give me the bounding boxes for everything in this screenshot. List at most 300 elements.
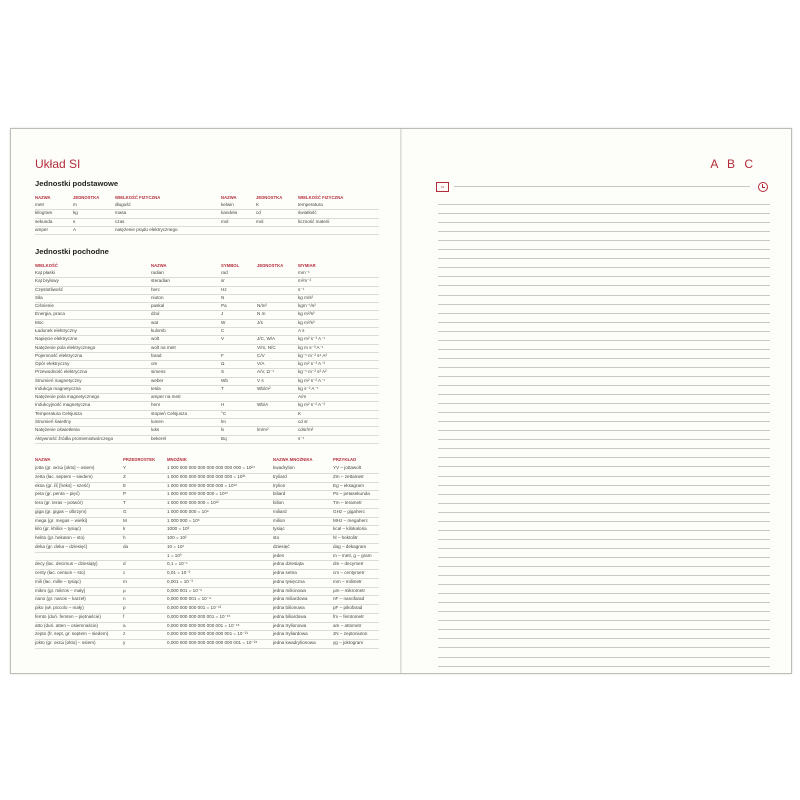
table-cell: peta (gr. penta – pięć) xyxy=(35,491,80,497)
ruled-line xyxy=(438,285,770,286)
row-divider xyxy=(35,410,379,411)
table-cell: GHz – gigaherc xyxy=(333,508,365,514)
row-divider xyxy=(35,426,379,427)
derived-units-title: Jednostki pochodne xyxy=(35,247,109,256)
table-cell: lumen xyxy=(151,419,164,425)
table-cell: Ω xyxy=(221,361,225,367)
table-cell: 0,001 = 10⁻³ xyxy=(167,578,193,584)
ruled-line xyxy=(438,657,770,658)
row-divider xyxy=(35,277,379,278)
table-cell: m²m⁻² xyxy=(298,278,312,284)
table-cell: a xyxy=(123,622,126,628)
table-cell: Moc xyxy=(35,319,44,325)
ruled-line xyxy=(438,566,770,567)
ruled-line xyxy=(438,322,770,323)
table-cell: mm⁻¹ xyxy=(298,270,310,275)
table-cell: Pojemność elektryczna xyxy=(35,352,83,358)
table-cell: 0,000 000 000 001 = 10⁻¹² xyxy=(167,605,222,610)
table-cell: lm xyxy=(221,419,226,425)
ruled-line xyxy=(438,213,770,214)
row-divider xyxy=(35,360,379,361)
table-cell: jedna tysięczna xyxy=(273,578,305,584)
row-divider xyxy=(35,648,379,649)
ruled-line xyxy=(438,557,770,558)
table-cell: MHz – megaherc xyxy=(333,517,368,523)
table-cell: zepto (fr. sept, gr. septem – siedem) xyxy=(35,631,109,637)
table-cell: 1 000 000 = 10⁶ xyxy=(167,517,200,523)
table-cell: steradian xyxy=(151,278,170,284)
ruled-line xyxy=(438,240,770,241)
table-cell: liczność materii xyxy=(298,218,330,224)
table-cell: jedna bilionowa xyxy=(273,605,305,610)
table-cell: K xyxy=(256,202,260,207)
index-letters: A B C xyxy=(710,157,756,171)
table-cell: 0,01 = 10⁻² xyxy=(167,570,191,575)
ruled-line xyxy=(438,340,770,341)
ruled-line xyxy=(438,466,770,467)
table-cell: mili (łac. mille – tysiąc) xyxy=(35,578,81,584)
table-cell: rad xyxy=(221,270,228,275)
table-cell: Indukcja magnetyczna xyxy=(35,385,81,391)
table-cell: centy (łac. centum – sto) xyxy=(35,570,86,575)
ruled-line xyxy=(438,448,770,449)
ruled-line xyxy=(438,258,770,259)
notebook-spread xyxy=(10,128,792,674)
ruled-line xyxy=(438,331,770,332)
table-cell: cm – centymetr xyxy=(333,570,365,575)
table-cell: femto (duń. femten – piętnaście) xyxy=(35,613,101,619)
row-divider xyxy=(35,578,379,579)
ruled-line xyxy=(438,457,770,458)
table-cell: nano (gr. nanos – karzeł) xyxy=(35,596,86,602)
table-cell: Strumień magnetyczny xyxy=(35,377,82,383)
column-header: NAZWA xyxy=(35,457,51,462)
table-cell: jotta (gr. οκτώ [okto] – osiem) xyxy=(35,465,95,470)
table-cell: kg m² s⁻² A⁻² xyxy=(298,402,326,408)
ruled-line xyxy=(438,575,770,576)
table-cell: herc xyxy=(151,286,160,292)
ruled-line xyxy=(438,494,770,495)
table-cell: M xyxy=(123,517,127,523)
ruled-line xyxy=(438,476,770,477)
table-cell: kg⁻¹ m⁻² s⁴ A² xyxy=(298,352,328,358)
table-cell: Wb xyxy=(221,377,228,383)
table-cell: dag – dekagram xyxy=(333,543,367,549)
table-cell: zetta (łac. septem – siedem) xyxy=(35,473,93,479)
table-cell: dżul xyxy=(151,311,160,317)
table-cell: y xyxy=(123,640,126,645)
table-cell: °C xyxy=(221,410,227,416)
table-cell: Y xyxy=(123,465,127,470)
table-cell: mol xyxy=(256,218,264,224)
table-cell: V/m, N/C xyxy=(257,344,276,350)
table-cell: H xyxy=(221,402,225,408)
ruled-line xyxy=(438,439,770,440)
table-cell: nF – nanofarad xyxy=(333,596,365,602)
table-cell: YV – jottawolt xyxy=(333,465,362,470)
table-cell: 1 000 000 000 = 10⁹ xyxy=(167,508,209,514)
table-cell: S xyxy=(221,369,225,375)
ruled-line xyxy=(438,304,770,305)
table-cell: jedna trylionowa xyxy=(273,622,307,628)
table-cell: Siła xyxy=(35,294,43,300)
ruled-line xyxy=(438,295,770,296)
table-cell: kcal – kilokaloria xyxy=(333,526,367,532)
table-cell: niuton xyxy=(151,294,164,300)
row-divider xyxy=(35,335,379,336)
table-cell: m – metr, g – gram xyxy=(333,552,372,558)
table-cell: miliard xyxy=(273,508,287,514)
table-cell: s⁻¹ xyxy=(298,286,305,292)
table-cell: bilion xyxy=(273,500,284,505)
table-cell: kg xyxy=(73,210,78,216)
table-cell: kg m² s⁻³ A⁻¹ xyxy=(298,336,326,342)
table-cell: G xyxy=(123,508,127,514)
ruled-line xyxy=(438,358,770,359)
table-cell: jedna milionowa xyxy=(273,587,306,593)
ruled-line xyxy=(438,421,770,422)
ruled-line xyxy=(438,222,770,223)
table-cell: simens xyxy=(151,369,166,375)
table-cell: piko (wł. piccolo – mały) xyxy=(35,605,84,610)
row-divider xyxy=(35,569,379,570)
table-cell: 1 000 000 000 000 000 000 = 10¹⁸ xyxy=(167,482,238,488)
table-cell: dm – decymetr xyxy=(333,561,364,567)
table-cell: dziesięć xyxy=(273,543,290,549)
table-cell: kg m²/s² xyxy=(298,311,315,317)
table-cell: A xyxy=(73,226,77,232)
table-cell: luks xyxy=(151,427,160,433)
table-cell: s⁻¹ xyxy=(298,435,305,441)
column-header: NAZWA MNOŻNIKA xyxy=(273,457,313,462)
table-cell: μ xyxy=(123,587,126,593)
table-cell: natężenie prądu elektrycznego xyxy=(115,226,178,232)
table-cell: metr xyxy=(35,202,45,207)
ruled-line xyxy=(438,412,770,413)
table-cell: deka (gr. deka – dziesięć) xyxy=(35,543,88,549)
table-cell: Przewodność elektryczna xyxy=(35,369,88,375)
column-header: JEDNOSTKA xyxy=(73,195,100,200)
column-header: NAZWA xyxy=(151,263,167,268)
ruled-line xyxy=(438,276,770,277)
table-cell: Wb/A xyxy=(257,402,269,408)
page-title: Układ SI xyxy=(35,157,81,171)
table-cell: eksa (gr. ἕξ [heks] – sześć) xyxy=(35,482,90,488)
table-cell: kilogram xyxy=(35,210,53,216)
table-cell: 10 = 10¹ xyxy=(167,543,184,549)
table-cell: om xyxy=(151,361,158,367)
table-cell: P xyxy=(123,491,127,497)
table-cell: W xyxy=(221,319,226,325)
table-cell: Temperatura Celsjusza xyxy=(35,410,82,416)
column-header: NAZWA xyxy=(221,195,237,200)
table-cell: N xyxy=(221,294,225,300)
row-divider xyxy=(35,302,379,303)
table-cell: wat xyxy=(151,319,159,325)
table-cell: V xyxy=(221,336,225,342)
row-divider xyxy=(35,552,379,553)
row-divider xyxy=(35,294,379,295)
table-cell: Ładunek elektryczny xyxy=(35,327,77,333)
ruled-line xyxy=(438,485,770,486)
row-divider xyxy=(35,327,379,328)
column-header: PRZEDROSTEK xyxy=(123,457,156,462)
table-cell: kandela xyxy=(221,210,238,216)
table-cell: 0,000 000 001 = 10⁻⁹ xyxy=(167,596,212,602)
table-cell: sto xyxy=(273,535,280,540)
table-cell: d xyxy=(123,561,126,567)
table-cell: 100 = 10² xyxy=(167,535,187,540)
table-cell: trylion xyxy=(273,482,286,488)
table-cell: jedna dziesiąta xyxy=(273,561,304,567)
column-header: WIELKOŚĆ xyxy=(35,263,58,268)
table-cell: A/V, Ω⁻¹ xyxy=(257,369,274,375)
column-header: WIELKOŚĆ FIZYCZNA xyxy=(298,195,344,200)
table-cell: Kąt płaski xyxy=(35,270,55,275)
row-divider xyxy=(35,286,379,287)
table-cell: 1 000 000 000 000 000 000 000 = 10²¹ xyxy=(167,473,246,479)
table-cell: J/s xyxy=(257,319,263,325)
row-divider xyxy=(35,385,379,386)
table-cell: paskal xyxy=(151,303,165,309)
table-cell: 1 = 10⁰ xyxy=(167,552,182,558)
table-cell: Aktywność źródła promieniotwórczego xyxy=(35,435,114,441)
table-cell: 0,000 001 = 10⁻⁶ xyxy=(167,587,203,593)
table-cell: J/C, W/A xyxy=(257,336,276,342)
table-cell: mega (gr. megas – wielki) xyxy=(35,517,88,523)
row-divider xyxy=(35,525,379,526)
table-cell: tesla xyxy=(151,385,161,391)
row-divider xyxy=(35,534,379,535)
table-cell: hekto (gr. hekaton – sto) xyxy=(35,535,85,540)
ruled-line xyxy=(438,376,770,377)
table-cell: światłość xyxy=(298,210,317,216)
ruled-line xyxy=(438,394,770,395)
table-cell: p xyxy=(123,605,126,610)
table-cell: Wb/m² xyxy=(257,385,271,391)
table-cell: kilo (gr. khilioi – tysiąc) xyxy=(35,526,81,532)
ruled-line xyxy=(438,629,770,630)
table-cell: fm – femtometr xyxy=(333,613,364,619)
right-page-address-lines xyxy=(402,129,791,673)
table-cell: m xyxy=(123,578,127,584)
table-cell: 0,1 = 10⁻¹ xyxy=(167,561,188,567)
column-header: WIELKOŚĆ FIZYCZNA xyxy=(115,195,161,200)
table-cell: 1 000 000 000 000 000 000 000 000 = 10²⁴ xyxy=(167,465,255,470)
table-cell: C xyxy=(221,327,225,333)
row-divider xyxy=(35,352,379,353)
ruled-line xyxy=(438,593,770,594)
table-cell: da xyxy=(123,543,129,549)
ruled-line xyxy=(438,249,770,250)
ruled-line xyxy=(438,267,770,268)
table-cell: C/V xyxy=(257,352,265,358)
table-cell: am – attometr xyxy=(333,622,362,628)
table-cell: jedna setna xyxy=(273,570,297,575)
row-divider xyxy=(35,418,379,419)
table-cell: pF – pikofarad xyxy=(333,605,363,610)
column-header: SYMBOL xyxy=(221,263,240,268)
left-page-si-units xyxy=(11,129,400,673)
table-cell: V s xyxy=(257,377,264,383)
table-cell: jedna tryliardowa xyxy=(273,631,308,637)
table-cell: 0,000 000 000 000 000 000 000 001 = 10⁻²⁴ xyxy=(167,640,258,645)
column-header: WYMIAR xyxy=(298,263,316,268)
table-cell: 1 000 000 000 000 000 = 10¹⁵ xyxy=(167,491,229,497)
table-cell: Bq xyxy=(221,435,227,441)
ruled-line xyxy=(438,666,770,667)
table-cell: yg – joktogram xyxy=(333,640,364,645)
ruled-line xyxy=(438,584,770,585)
table-cell: tysiąc xyxy=(273,526,285,532)
table-cell: decy (łac. decimus – dziesiąty) xyxy=(35,561,98,567)
table-cell: masa xyxy=(115,210,127,216)
table-cell: sr xyxy=(221,278,225,284)
column-header: JEDNOSTKA xyxy=(257,263,284,268)
table-cell: lm/m² xyxy=(257,427,269,433)
table-cell: J xyxy=(221,311,224,317)
table-cell: stopień Celsjusza xyxy=(151,410,188,416)
table-cell: jedna miliardowa xyxy=(273,596,308,602)
row-divider xyxy=(35,226,379,227)
table-cell: długość xyxy=(115,202,131,207)
ruled-line xyxy=(438,548,770,549)
table-cell: biliard xyxy=(273,491,286,497)
table-cell: amper na metr xyxy=(151,394,181,400)
ruled-line xyxy=(438,530,770,531)
table-cell: Energia, praca xyxy=(35,311,65,317)
table-cell: Pa xyxy=(221,303,227,309)
basic-units-title: Jednostki podstawowe xyxy=(35,179,119,188)
table-cell: Hz xyxy=(221,286,227,292)
table-cell: 1000 = 10³ xyxy=(167,526,190,532)
table-cell: cd xyxy=(256,210,261,216)
ruled-line xyxy=(438,611,770,612)
table-cell: c xyxy=(123,570,126,575)
table-cell: T xyxy=(123,500,126,505)
table-cell: 0,000 000 000 000 000 001 = 10⁻¹⁸ xyxy=(167,622,240,628)
table-cell: Eg – eksagram xyxy=(333,482,364,488)
table-cell: k xyxy=(123,526,126,532)
table-cell: milion xyxy=(273,517,285,523)
table-cell: z xyxy=(123,631,126,637)
ruled-line xyxy=(438,521,770,522)
table-cell: cdsr/m² xyxy=(298,427,314,433)
ruled-line xyxy=(438,539,770,540)
table-cell: N/m² xyxy=(257,303,267,309)
table-cell: Zm – zettametr xyxy=(333,473,364,479)
table-cell: Napięcie elektryczne xyxy=(35,336,78,342)
table-cell: jedna biliardowa xyxy=(273,613,307,619)
table-cell: henr xyxy=(151,402,161,408)
table-cell: A/m xyxy=(298,394,307,400)
table-cell: N m xyxy=(257,311,266,317)
table-cell: kwadrylion xyxy=(273,465,295,470)
table-cell: mm – milimetr xyxy=(333,578,362,584)
table-cell: mol xyxy=(221,218,229,224)
table-cell: amper xyxy=(35,226,49,232)
column-header: NAZWA xyxy=(35,195,51,200)
table-cell: kg m s⁻³ A⁻¹ xyxy=(298,344,324,350)
table-cell: temperatura xyxy=(298,202,323,207)
table-cell: Natężenie pola magnetycznego xyxy=(35,394,100,400)
table-cell: 1 000 000 000 000 = 10¹² xyxy=(167,500,219,505)
table-cell: 0,000 000 000 000 000 000 001 = 10⁻²¹ xyxy=(167,631,248,637)
ruled-line xyxy=(438,620,770,621)
table-cell: Opór elektryczny xyxy=(35,361,70,367)
table-cell: jedna kwadrylionowa xyxy=(273,640,316,645)
table-cell: Z xyxy=(123,473,126,479)
row-divider xyxy=(35,234,379,235)
table-cell: kulomb xyxy=(151,327,166,333)
table-cell: f xyxy=(123,613,125,619)
table-cell: F xyxy=(221,352,224,358)
table-cell: sekunda xyxy=(35,218,53,224)
table-cell: hl – hektolitr xyxy=(333,535,358,540)
table-cell: Tm – terametr xyxy=(333,500,362,505)
ruled-line xyxy=(438,313,770,314)
table-cell: wolt na metr xyxy=(151,344,177,350)
ruled-line xyxy=(438,403,770,404)
table-cell: zN – zeptoniuton xyxy=(333,631,368,637)
table-cell: kelwin xyxy=(221,202,234,207)
ruled-line xyxy=(438,204,770,205)
table-cell: Natężenie oświetlenia xyxy=(35,427,80,433)
table-cell: Ps – petasekunda xyxy=(333,491,370,497)
row-divider xyxy=(35,443,379,444)
table-cell: V/A xyxy=(257,361,265,367)
table-cell: mikro (gr. mikros – mały) xyxy=(35,587,86,593)
table-cell: cd sr xyxy=(298,419,308,425)
table-cell: atto (duń. atten – osiemnaście) xyxy=(35,622,99,628)
table-cell: T xyxy=(221,385,224,391)
table-cell: n xyxy=(123,596,126,602)
table-cell: m xyxy=(73,202,77,207)
table-cell: E xyxy=(123,482,127,488)
row-divider xyxy=(35,310,379,311)
table-cell: kg m² s⁻³ A⁻² xyxy=(298,361,326,367)
table-cell: Częstotliwość xyxy=(35,286,64,292)
table-cell: kg⁻¹ m⁻² s³ A² xyxy=(298,369,327,375)
table-cell: kg s⁻² A⁻¹ xyxy=(298,385,319,391)
table-cell: h xyxy=(123,535,126,540)
table-cell: weber xyxy=(151,377,164,383)
row-divider xyxy=(35,587,379,588)
column-header: MNOŻNIK xyxy=(167,457,187,462)
table-cell: tryliard xyxy=(273,473,287,479)
table-cell: radian xyxy=(151,270,164,275)
table-cell: kg m²/s³ xyxy=(298,319,315,325)
clock-icon xyxy=(758,182,768,192)
table-cell: K xyxy=(298,410,302,416)
ruled-line xyxy=(438,638,770,639)
table-cell: tera (gr. teras – potwór) xyxy=(35,500,83,505)
table-cell: bekerel xyxy=(151,435,167,441)
ruled-line xyxy=(438,385,770,386)
table-cell: giga (gr. gigas – olbrzym) xyxy=(35,508,87,514)
table-cell: kgm⁻¹/s² xyxy=(298,303,316,309)
table-cell: kg m/s² xyxy=(298,294,314,300)
table-cell: Ciśnienie xyxy=(35,303,54,309)
table-cell: Strumień świetlny xyxy=(35,419,71,425)
row-divider xyxy=(35,209,379,210)
table-cell: czas xyxy=(115,218,125,224)
ruled-line xyxy=(438,430,770,431)
row-divider xyxy=(35,377,379,378)
table-cell: kg m² s⁻² A⁻¹ xyxy=(298,377,326,383)
table-cell: Natężenie pola elektrycznego xyxy=(35,344,96,350)
table-cell: jeden xyxy=(273,552,285,558)
